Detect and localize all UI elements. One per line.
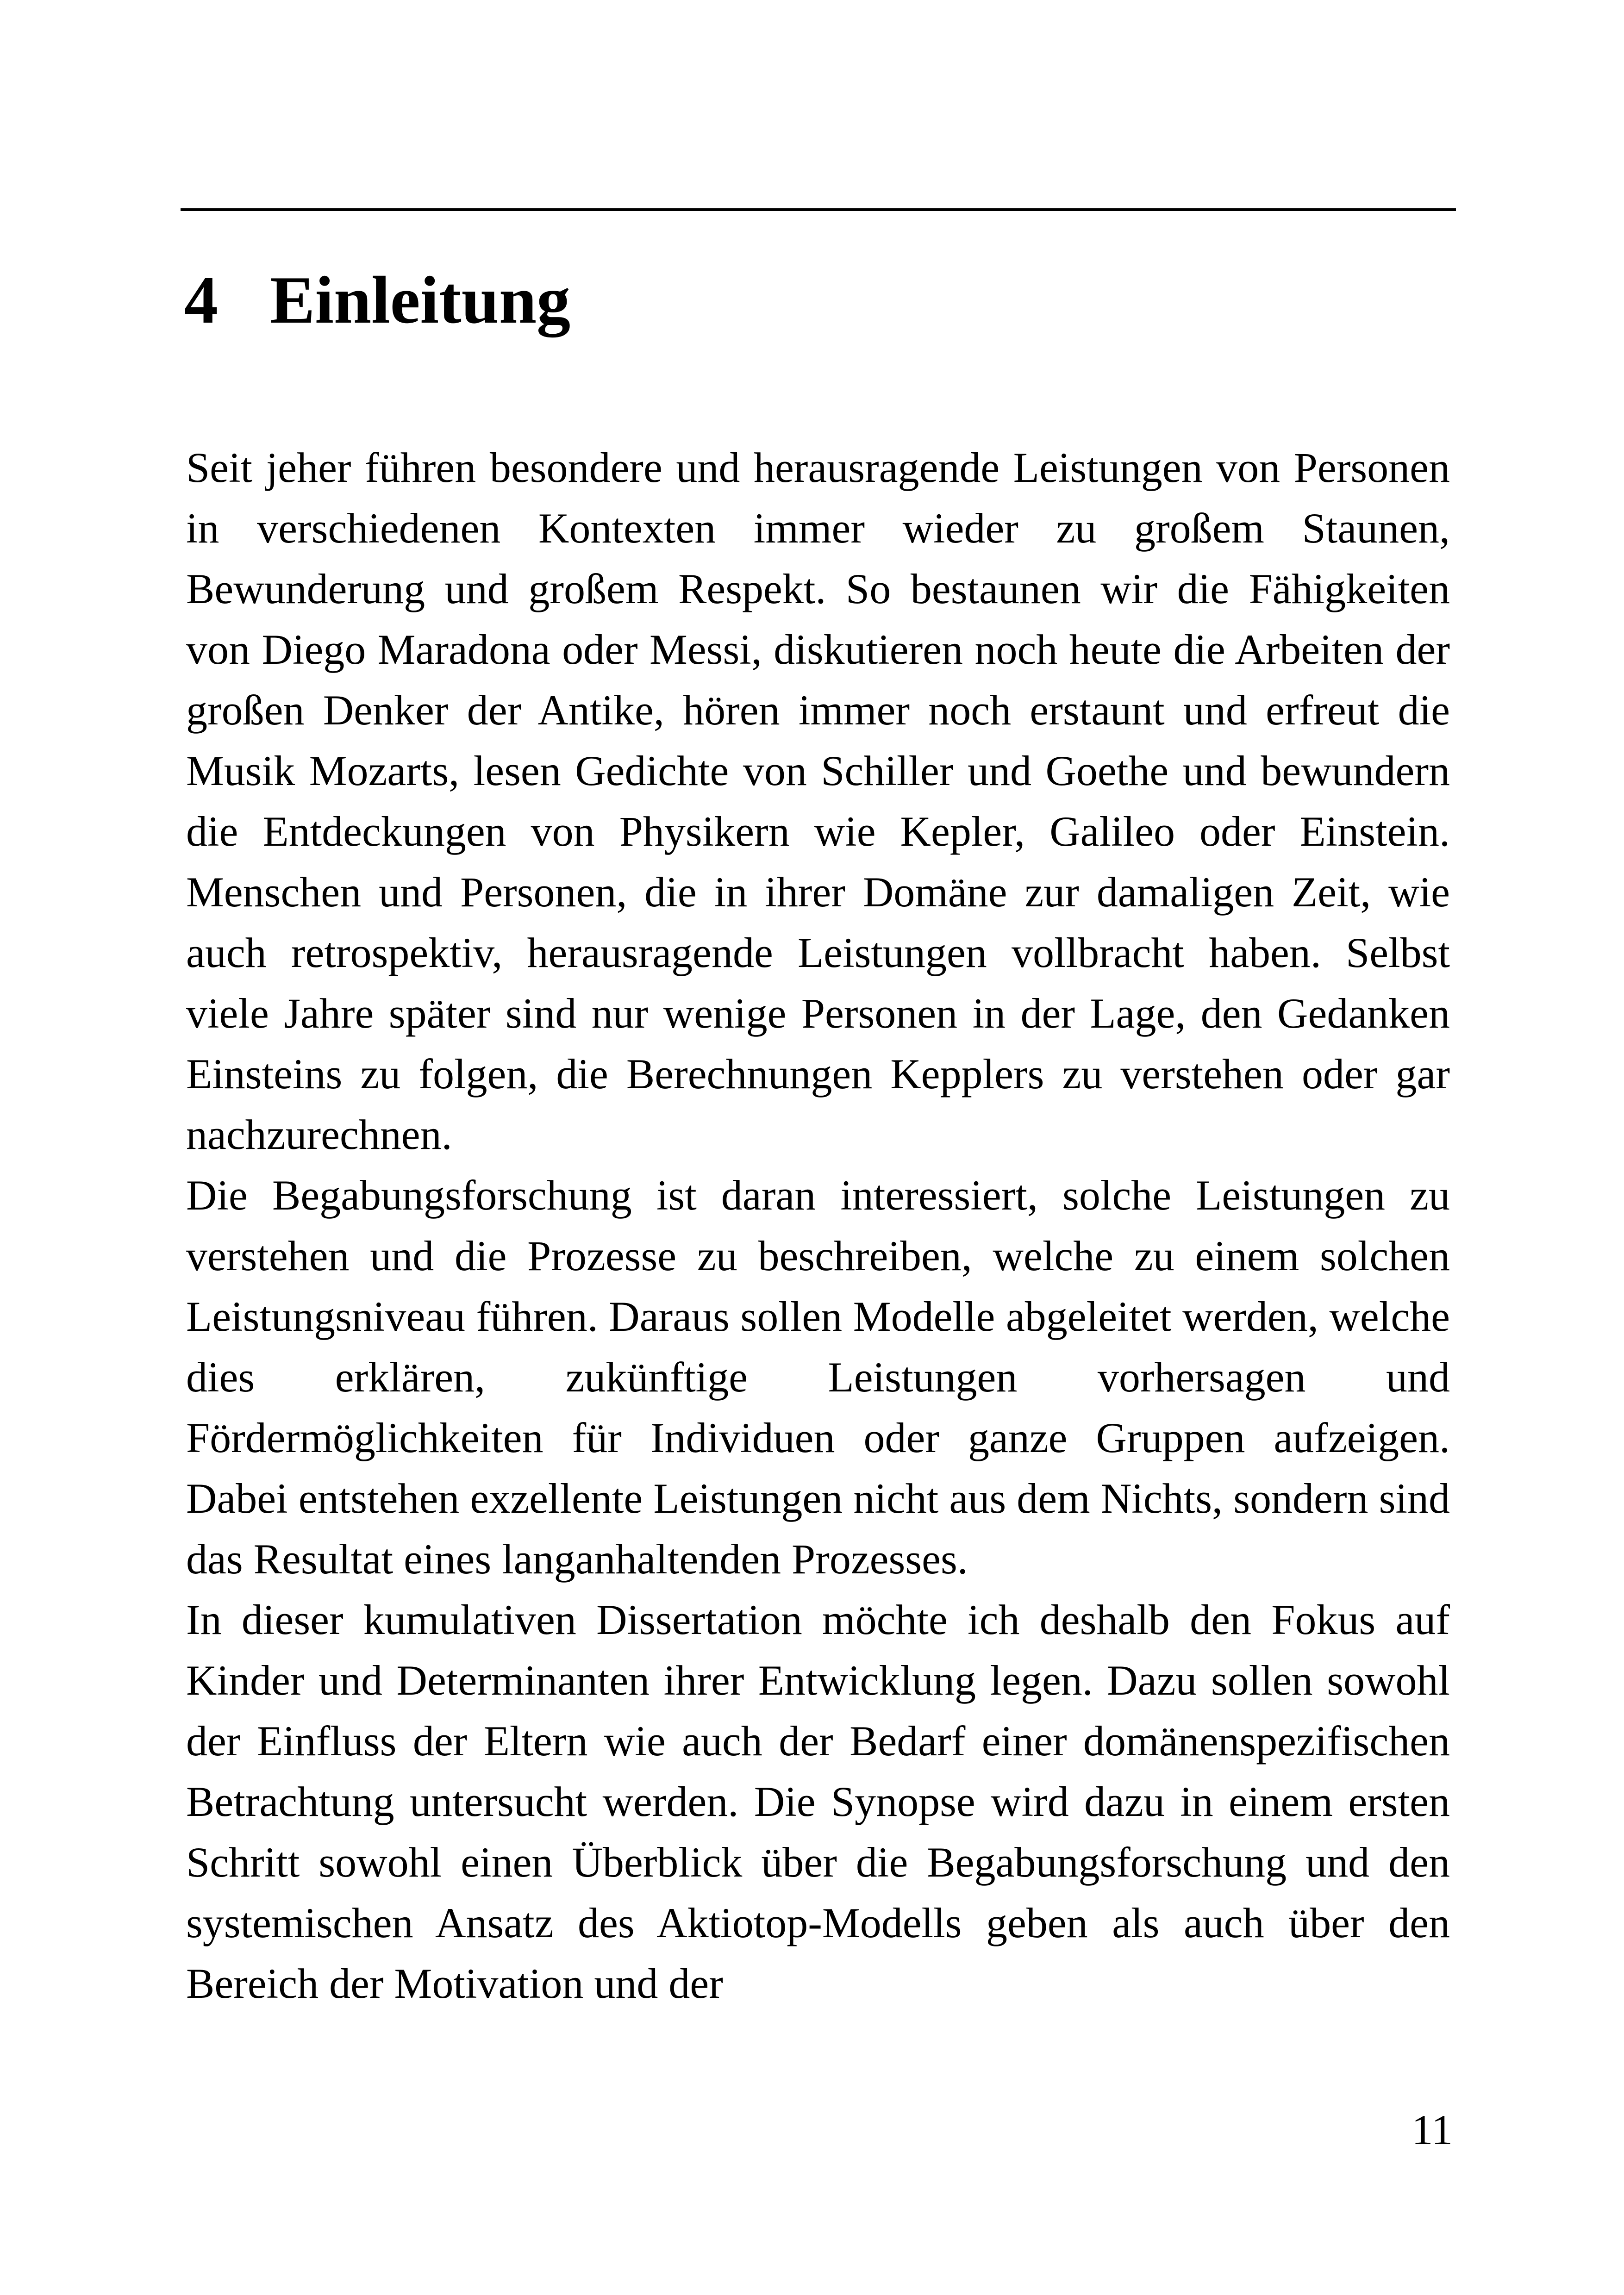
chapter-title: Einleitung: [270, 262, 571, 337]
paragraph-1: Seit jeher führen besondere und herausragende Leistungen von Personen in verschiedenen Kontexten immer wieder zu großem Staunen, Bewunderung und großem Respekt. So bestaunen wir die Fähigkeiten von Diego Maradona oder Messi, diskutieren noch heute die Arbeiten der großen Denker der Antike, hören immer noch erstaunt und erfreut die Musik Mozarts, lesen Gedichte von Schiller und Goethe und bewundern die Entdeckungen von Physikern wie Kepler, Galileo oder Einstein. Menschen und Personen, die in ihrer Domäne zur damaligen Zeit, wie auch retrospektiv, herausragende Leistungen vollbracht haben. Selbst viele Jahre später sind nur wenige Personen in der Lage, den Gedanken Einsteins zu folgen, die Berechnungen Kepplers zu verstehen oder gar nachzurechnen.: [186, 444, 1450, 1158]
page-number: 11: [1412, 2106, 1453, 2153]
body-text: [186, 437, 1450, 2014]
header-rule: [181, 208, 1456, 211]
paragraph-3: In dieser kumulativen Dissertation möchte ich deshalb den Fokus auf Kinder und Determinanten ihrer Entwicklung legen. Dazu sollen sowohl der Einfluss der Eltern wie auch der Bedarf einer domänenspezifischen Betrachtung untersucht werden. Die Synopse wird dazu in einem ersten Schritt sowohl einen Überblick über die Begabungsforschung und den systemischen Ansatz des Aktiotop-Modells geben als auch über den Bereich der Motivation und der: [186, 1596, 1450, 2007]
paragraph-2: Die Begabungsforschung ist daran interessiert, solche Leistungen zu verstehen und die Prozesse zu beschreiben, welche zu einem solchen Leistungsniveau führen. Daraus sollen Modelle abgeleitet werden, welche dies erklären, zukünftige Leistungen vorhersagen und Fördermöglichkeiten für Individuen oder ganze Gruppen aufzeigen. Dabei entstehen exzellente Leistungen nicht aus dem Nichts, sondern sind das Resultat eines langanhaltenden Prozesses.: [186, 1172, 1450, 1583]
chapter-number: 4: [184, 262, 218, 337]
chapter-heading: [184, 262, 571, 337]
